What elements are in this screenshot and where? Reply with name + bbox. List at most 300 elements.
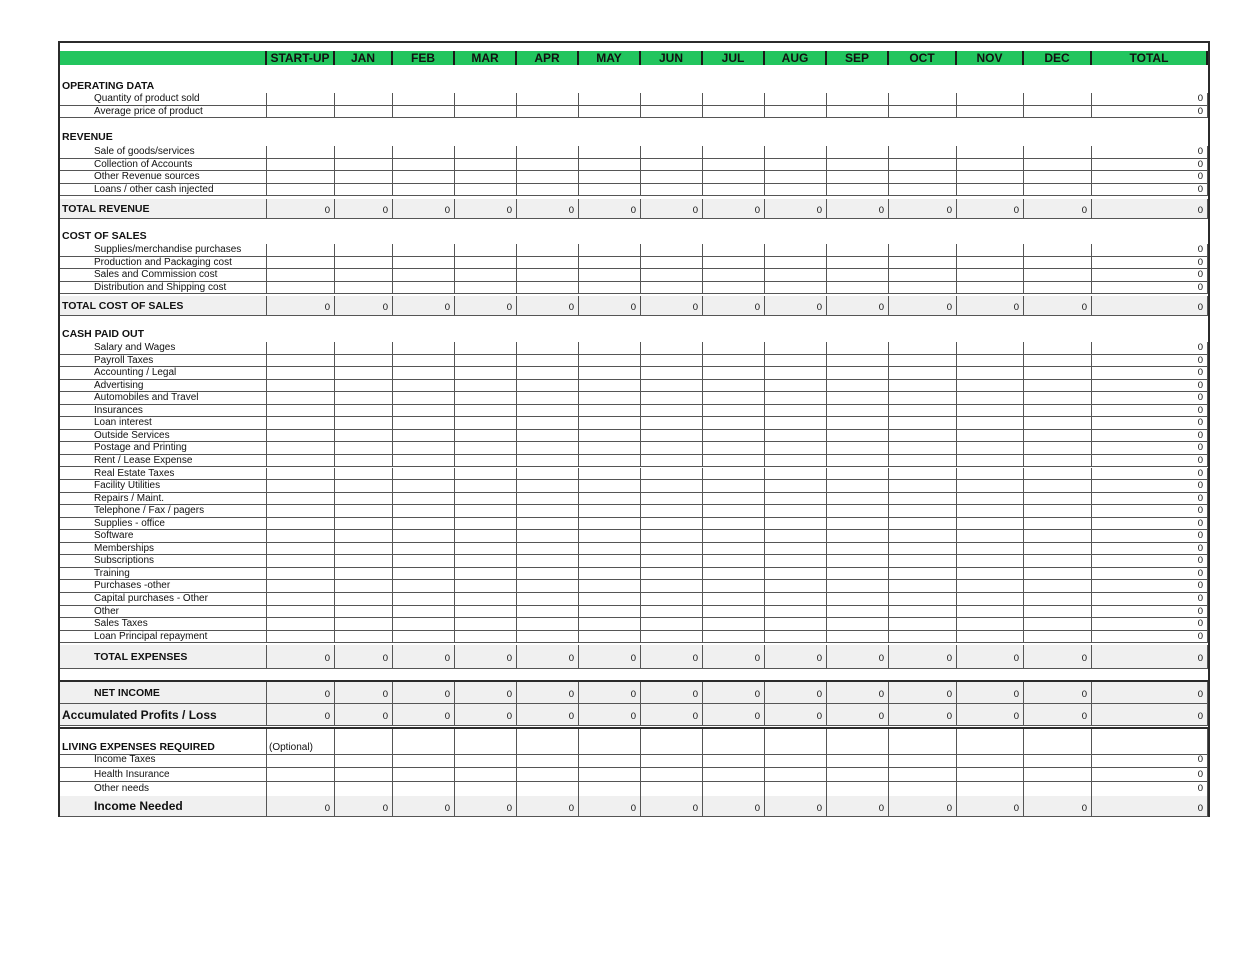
value-cell[interactable]: [827, 505, 889, 518]
value-cell[interactable]: [335, 729, 393, 755]
value-cell[interactable]: [889, 455, 957, 468]
value-cell[interactable]: [641, 442, 703, 455]
value-cell[interactable]: [827, 442, 889, 455]
value-cell[interactable]: [957, 729, 1024, 755]
value-cell[interactable]: [641, 380, 703, 393]
value-cell[interactable]: [827, 367, 889, 380]
value-cell[interactable]: [957, 555, 1024, 568]
value-cell[interactable]: 0: [1092, 606, 1208, 619]
value-cell[interactable]: [703, 380, 765, 393]
value-cell[interactable]: [889, 493, 957, 506]
value-cell[interactable]: [517, 568, 579, 581]
value-cell[interactable]: [827, 593, 889, 606]
value-cell[interactable]: [267, 146, 335, 159]
value-cell[interactable]: 0: [1092, 442, 1208, 455]
value-cell[interactable]: [765, 729, 827, 755]
value-cell[interactable]: [827, 171, 889, 184]
value-cell[interactable]: [1024, 480, 1092, 493]
value-cell[interactable]: [335, 184, 393, 197]
value-cell[interactable]: [889, 380, 957, 393]
value-cell[interactable]: [393, 606, 455, 619]
value-cell[interactable]: [393, 555, 455, 568]
value-cell[interactable]: [889, 430, 957, 443]
value-cell[interactable]: [455, 244, 517, 257]
value-cell[interactable]: [957, 355, 1024, 368]
value-cell[interactable]: [393, 146, 455, 159]
value-cell[interactable]: [1024, 729, 1092, 755]
value-cell[interactable]: [393, 618, 455, 631]
value-cell[interactable]: [703, 442, 765, 455]
value-cell[interactable]: [393, 753, 455, 768]
value-cell[interactable]: [827, 257, 889, 270]
value-cell[interactable]: [579, 606, 641, 619]
value-cell[interactable]: [765, 380, 827, 393]
value-cell[interactable]: [889, 568, 957, 581]
value-cell[interactable]: [517, 146, 579, 159]
value-cell[interactable]: [765, 392, 827, 405]
value-cell[interactable]: 0: [1092, 631, 1208, 644]
value-cell[interactable]: [579, 568, 641, 581]
value-cell[interactable]: [455, 729, 517, 755]
value-cell[interactable]: [765, 93, 827, 106]
value-cell[interactable]: [455, 282, 517, 295]
value-cell[interactable]: [641, 606, 703, 619]
value-cell[interactable]: [1024, 430, 1092, 443]
value-cell[interactable]: [579, 768, 641, 783]
value-cell[interactable]: [641, 184, 703, 197]
value-cell[interactable]: [579, 631, 641, 644]
value-cell[interactable]: [455, 417, 517, 430]
value-cell[interactable]: [393, 580, 455, 593]
value-cell[interactable]: [641, 355, 703, 368]
value-cell[interactable]: [455, 380, 517, 393]
value-cell[interactable]: [641, 618, 703, 631]
value-cell[interactable]: [393, 93, 455, 106]
value-cell[interactable]: [765, 631, 827, 644]
value-cell[interactable]: [1024, 93, 1092, 106]
value-cell[interactable]: [267, 518, 335, 531]
value-cell[interactable]: [957, 568, 1024, 581]
value-cell[interactable]: [335, 392, 393, 405]
value-cell[interactable]: [889, 468, 957, 481]
value-cell[interactable]: 0: [1092, 593, 1208, 606]
value-cell[interactable]: [889, 159, 957, 172]
value-cell[interactable]: [455, 480, 517, 493]
value-cell[interactable]: [641, 159, 703, 172]
value-cell[interactable]: 0: [1092, 355, 1208, 368]
value-cell[interactable]: [827, 543, 889, 556]
value-cell[interactable]: [641, 417, 703, 430]
value-cell[interactable]: [765, 171, 827, 184]
value-cell[interactable]: [703, 580, 765, 593]
value-cell[interactable]: [957, 342, 1024, 355]
value-cell[interactable]: [1024, 355, 1092, 368]
value-cell[interactable]: [889, 618, 957, 631]
value-cell[interactable]: [827, 518, 889, 531]
value-cell[interactable]: [335, 367, 393, 380]
value-cell[interactable]: [765, 618, 827, 631]
value-cell[interactable]: 0: [1092, 269, 1208, 282]
value-cell[interactable]: [889, 442, 957, 455]
value-cell[interactable]: [267, 282, 335, 295]
value-cell[interactable]: [827, 184, 889, 197]
value-cell[interactable]: [335, 282, 393, 295]
value-cell[interactable]: [641, 505, 703, 518]
value-cell[interactable]: 0: [1092, 518, 1208, 531]
value-cell[interactable]: [517, 729, 579, 755]
value-cell[interactable]: [827, 106, 889, 119]
value-cell[interactable]: [765, 159, 827, 172]
value-cell[interactable]: [517, 380, 579, 393]
value-cell[interactable]: [641, 580, 703, 593]
value-cell[interactable]: [267, 380, 335, 393]
value-cell[interactable]: [641, 555, 703, 568]
value-cell[interactable]: [827, 530, 889, 543]
value-cell[interactable]: [765, 493, 827, 506]
value-cell[interactable]: [957, 244, 1024, 257]
value-cell[interactable]: [703, 93, 765, 106]
value-cell[interactable]: [957, 768, 1024, 783]
value-cell[interactable]: [1024, 171, 1092, 184]
value-cell[interactable]: [765, 768, 827, 783]
value-cell[interactable]: [579, 455, 641, 468]
value-cell[interactable]: [1024, 442, 1092, 455]
value-cell[interactable]: [267, 530, 335, 543]
value-cell[interactable]: [703, 257, 765, 270]
value-cell[interactable]: [957, 480, 1024, 493]
value-cell[interactable]: [641, 568, 703, 581]
value-cell[interactable]: [827, 342, 889, 355]
value-cell[interactable]: [335, 430, 393, 443]
value-cell[interactable]: [455, 593, 517, 606]
value-cell[interactable]: [703, 729, 765, 755]
value-cell[interactable]: [335, 530, 393, 543]
value-cell[interactable]: [827, 405, 889, 418]
value-cell[interactable]: [393, 468, 455, 481]
value-cell[interactable]: [765, 753, 827, 768]
value-cell[interactable]: [517, 442, 579, 455]
value-cell[interactable]: [1024, 392, 1092, 405]
value-cell[interactable]: [579, 493, 641, 506]
value-cell[interactable]: [957, 468, 1024, 481]
value-cell[interactable]: [579, 282, 641, 295]
value-cell[interactable]: [957, 106, 1024, 119]
value-cell[interactable]: [703, 768, 765, 783]
value-cell[interactable]: [703, 417, 765, 430]
value-cell[interactable]: [267, 568, 335, 581]
value-cell[interactable]: [1024, 631, 1092, 644]
value-cell[interactable]: [579, 380, 641, 393]
value-cell[interactable]: [517, 555, 579, 568]
value-cell[interactable]: [765, 468, 827, 481]
value-cell[interactable]: [455, 530, 517, 543]
value-cell[interactable]: [517, 530, 579, 543]
value-cell[interactable]: [765, 543, 827, 556]
value-cell[interactable]: [579, 593, 641, 606]
value-cell[interactable]: [579, 530, 641, 543]
value-cell[interactable]: [641, 244, 703, 257]
value-cell[interactable]: [889, 729, 957, 755]
value-cell[interactable]: [517, 753, 579, 768]
value-cell[interactable]: [393, 244, 455, 257]
value-cell[interactable]: [957, 782, 1024, 797]
value-cell[interactable]: [641, 455, 703, 468]
value-cell[interactable]: [765, 606, 827, 619]
value-cell[interactable]: [335, 543, 393, 556]
value-cell[interactable]: [579, 518, 641, 531]
value-cell[interactable]: [517, 159, 579, 172]
value-cell[interactable]: [957, 392, 1024, 405]
value-cell[interactable]: [455, 555, 517, 568]
value-cell[interactable]: [267, 606, 335, 619]
value-cell[interactable]: [1024, 530, 1092, 543]
value-cell[interactable]: [393, 518, 455, 531]
value-cell[interactable]: [517, 282, 579, 295]
value-cell[interactable]: [1024, 768, 1092, 783]
value-cell[interactable]: [827, 580, 889, 593]
value-cell[interactable]: [393, 159, 455, 172]
value-cell[interactable]: [827, 282, 889, 295]
value-cell[interactable]: 0: [1092, 93, 1208, 106]
value-cell[interactable]: [827, 392, 889, 405]
value-cell[interactable]: [517, 468, 579, 481]
value-cell[interactable]: [455, 159, 517, 172]
value-cell[interactable]: [641, 93, 703, 106]
value-cell[interactable]: [957, 93, 1024, 106]
value-cell[interactable]: [517, 417, 579, 430]
value-cell[interactable]: [765, 367, 827, 380]
value-cell[interactable]: [335, 580, 393, 593]
value-cell[interactable]: [765, 430, 827, 443]
value-cell[interactable]: [579, 442, 641, 455]
value-cell[interactable]: 0: [1092, 282, 1208, 295]
value-cell[interactable]: [1024, 146, 1092, 159]
value-cell[interactable]: [267, 593, 335, 606]
value-cell[interactable]: [517, 782, 579, 797]
value-cell[interactable]: [517, 93, 579, 106]
value-cell[interactable]: [267, 392, 335, 405]
value-cell[interactable]: 0: [1092, 159, 1208, 172]
value-cell[interactable]: [393, 184, 455, 197]
value-cell[interactable]: [1024, 342, 1092, 355]
value-cell[interactable]: [267, 753, 335, 768]
value-cell[interactable]: [1024, 405, 1092, 418]
value-cell[interactable]: [1024, 380, 1092, 393]
value-cell[interactable]: [517, 631, 579, 644]
value-cell[interactable]: [765, 442, 827, 455]
value-cell[interactable]: [957, 146, 1024, 159]
value-cell[interactable]: [827, 269, 889, 282]
value-cell[interactable]: [517, 505, 579, 518]
value-cell[interactable]: [889, 505, 957, 518]
value-cell[interactable]: [641, 729, 703, 755]
value-cell[interactable]: 0: [1092, 555, 1208, 568]
value-cell[interactable]: [957, 417, 1024, 430]
value-cell[interactable]: [641, 430, 703, 443]
value-cell[interactable]: [455, 257, 517, 270]
value-cell[interactable]: [957, 159, 1024, 172]
value-cell[interactable]: [703, 618, 765, 631]
value-cell[interactable]: [703, 392, 765, 405]
value-cell[interactable]: [455, 631, 517, 644]
value-cell[interactable]: [703, 606, 765, 619]
value-cell[interactable]: [393, 380, 455, 393]
value-cell[interactable]: [1092, 729, 1208, 755]
value-cell[interactable]: 0: [1092, 543, 1208, 556]
value-cell[interactable]: [393, 530, 455, 543]
value-cell[interactable]: [957, 442, 1024, 455]
value-cell[interactable]: [641, 405, 703, 418]
value-cell[interactable]: [393, 405, 455, 418]
value-cell[interactable]: 0: [1092, 580, 1208, 593]
value-cell[interactable]: [765, 580, 827, 593]
value-cell[interactable]: [579, 171, 641, 184]
value-cell[interactable]: [641, 367, 703, 380]
value-cell[interactable]: [579, 367, 641, 380]
value-cell[interactable]: [517, 606, 579, 619]
value-cell[interactable]: [335, 380, 393, 393]
value-cell[interactable]: [393, 455, 455, 468]
value-cell[interactable]: [455, 606, 517, 619]
value-cell[interactable]: [641, 480, 703, 493]
value-cell[interactable]: [641, 468, 703, 481]
value-cell[interactable]: [393, 782, 455, 797]
value-cell[interactable]: [393, 430, 455, 443]
value-cell[interactable]: [889, 269, 957, 282]
value-cell[interactable]: [517, 171, 579, 184]
value-cell[interactable]: [703, 518, 765, 531]
value-cell[interactable]: [579, 580, 641, 593]
value-cell[interactable]: [579, 430, 641, 443]
value-cell[interactable]: [455, 93, 517, 106]
value-cell[interactable]: [957, 518, 1024, 531]
value-cell[interactable]: 0: [1092, 171, 1208, 184]
value-cell[interactable]: [889, 518, 957, 531]
value-cell[interactable]: [267, 782, 335, 797]
value-cell[interactable]: [1024, 505, 1092, 518]
value-cell[interactable]: [335, 146, 393, 159]
value-cell[interactable]: [889, 530, 957, 543]
value-cell[interactable]: [889, 543, 957, 556]
value-cell[interactable]: [267, 430, 335, 443]
value-cell[interactable]: [765, 530, 827, 543]
value-cell[interactable]: [957, 405, 1024, 418]
value-cell[interactable]: [455, 405, 517, 418]
value-cell[interactable]: [641, 282, 703, 295]
value-cell[interactable]: [827, 493, 889, 506]
value-cell[interactable]: [889, 480, 957, 493]
value-cell[interactable]: [393, 342, 455, 355]
value-cell[interactable]: [765, 480, 827, 493]
value-cell[interactable]: [827, 555, 889, 568]
value-cell[interactable]: [765, 455, 827, 468]
value-cell[interactable]: [455, 269, 517, 282]
value-cell[interactable]: [335, 593, 393, 606]
value-cell[interactable]: 0: [1092, 367, 1208, 380]
value-cell[interactable]: [267, 244, 335, 257]
value-cell[interactable]: [335, 269, 393, 282]
value-cell[interactable]: [641, 631, 703, 644]
value-cell[interactable]: [827, 468, 889, 481]
value-cell[interactable]: [889, 171, 957, 184]
value-cell[interactable]: [703, 342, 765, 355]
value-cell[interactable]: [335, 171, 393, 184]
value-cell[interactable]: [765, 555, 827, 568]
value-cell[interactable]: [455, 618, 517, 631]
value-cell[interactable]: [703, 184, 765, 197]
value-cell[interactable]: [641, 543, 703, 556]
value-cell[interactable]: [579, 269, 641, 282]
value-cell[interactable]: [889, 392, 957, 405]
value-cell[interactable]: [517, 184, 579, 197]
value-cell[interactable]: 0: [1092, 106, 1208, 119]
value-cell[interactable]: [1024, 518, 1092, 531]
value-cell[interactable]: [889, 93, 957, 106]
value-cell[interactable]: [393, 593, 455, 606]
value-cell[interactable]: [641, 106, 703, 119]
value-cell[interactable]: [455, 367, 517, 380]
value-cell[interactable]: [957, 171, 1024, 184]
value-cell[interactable]: [1024, 782, 1092, 797]
value-cell[interactable]: [641, 146, 703, 159]
value-cell[interactable]: [517, 480, 579, 493]
value-cell[interactable]: [267, 159, 335, 172]
value-cell[interactable]: [517, 768, 579, 783]
value-cell[interactable]: [1024, 282, 1092, 295]
value-cell[interactable]: [827, 159, 889, 172]
value-cell[interactable]: [1024, 753, 1092, 768]
value-cell[interactable]: [765, 417, 827, 430]
value-cell[interactable]: 0: [1092, 468, 1208, 481]
value-cell[interactable]: [1024, 455, 1092, 468]
value-cell[interactable]: [517, 367, 579, 380]
value-cell[interactable]: [335, 518, 393, 531]
value-cell[interactable]: 0: [1092, 618, 1208, 631]
value-cell[interactable]: [703, 159, 765, 172]
value-cell[interactable]: 0: [1092, 146, 1208, 159]
value-cell[interactable]: [579, 355, 641, 368]
value-cell[interactable]: [267, 505, 335, 518]
value-cell[interactable]: [517, 392, 579, 405]
value-cell[interactable]: [703, 171, 765, 184]
value-cell[interactable]: [889, 184, 957, 197]
value-cell[interactable]: [455, 543, 517, 556]
value-cell[interactable]: [335, 405, 393, 418]
value-cell[interactable]: [641, 392, 703, 405]
value-cell[interactable]: [517, 455, 579, 468]
value-cell[interactable]: [765, 184, 827, 197]
value-cell[interactable]: [335, 618, 393, 631]
value-cell[interactable]: [1024, 367, 1092, 380]
value-cell[interactable]: [579, 257, 641, 270]
value-cell[interactable]: [703, 493, 765, 506]
value-cell[interactable]: [393, 543, 455, 556]
value-cell[interactable]: [827, 93, 889, 106]
value-cell[interactable]: [957, 593, 1024, 606]
value-cell[interactable]: [393, 493, 455, 506]
value-cell[interactable]: [335, 257, 393, 270]
value-cell[interactable]: [1024, 593, 1092, 606]
value-cell[interactable]: [889, 555, 957, 568]
value-cell[interactable]: [765, 269, 827, 282]
value-cell[interactable]: [267, 631, 335, 644]
value-cell[interactable]: [393, 505, 455, 518]
value-cell[interactable]: [393, 568, 455, 581]
value-cell[interactable]: [267, 580, 335, 593]
value-cell[interactable]: [455, 505, 517, 518]
value-cell[interactable]: [579, 405, 641, 418]
value-cell[interactable]: [579, 93, 641, 106]
